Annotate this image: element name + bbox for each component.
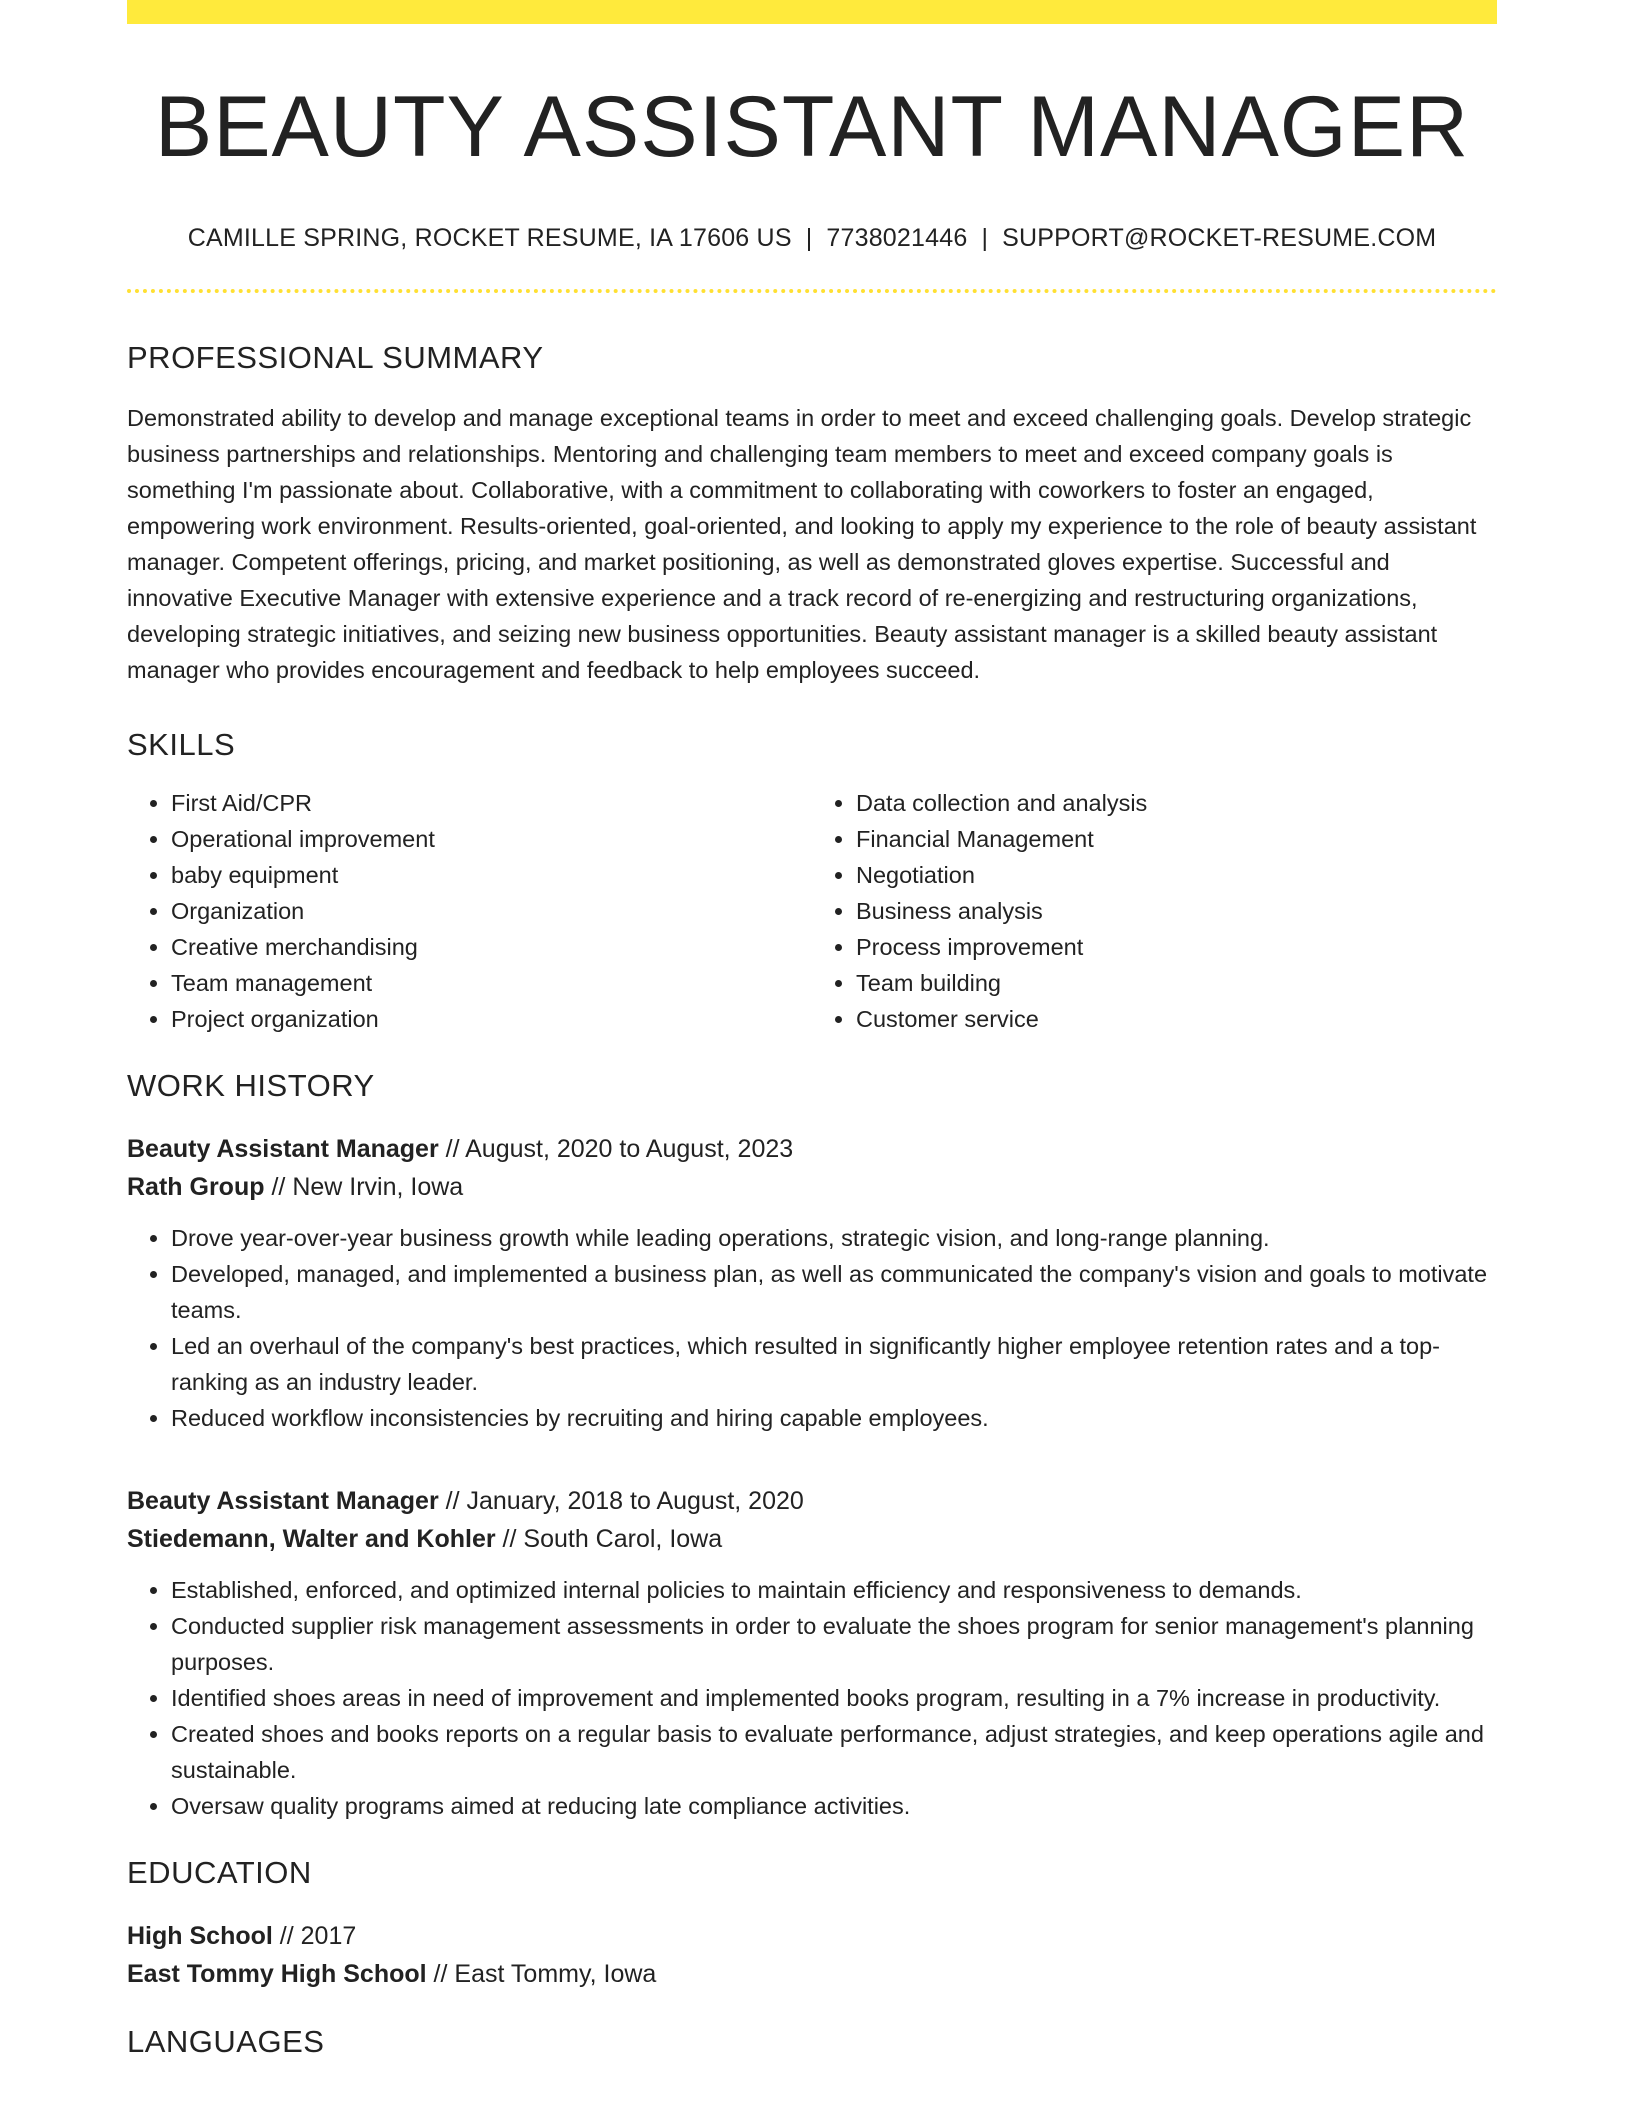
education-heading: EDUCATION bbox=[127, 1855, 312, 1891]
job-bullet: • Identified shoes areas in need of improvement and implemented books program, resulting in a 7% increase in productivity. bbox=[171, 1680, 1497, 1716]
job-bullet: • Led an overhaul of the company's best practices, which resulted in significantly higher employee retention rates and a top-ranking as an industry leader. bbox=[171, 1328, 1497, 1400]
job-title-line bbox=[127, 1130, 1497, 1168]
languages-heading: LANGUAGES bbox=[127, 2024, 325, 2060]
contact-phone: 7738021446 bbox=[826, 223, 968, 252]
skills-grid bbox=[127, 785, 1497, 1037]
job-bullet: • Reduced workflow inconsistencies by recruiting and hiring capable employees. bbox=[171, 1400, 1497, 1436]
skill-item: • Process improvement bbox=[856, 929, 1497, 965]
education-school: East Tommy High School bbox=[127, 1960, 427, 1989]
job-bullet: • Established, enforced, and optimized internal policies to maintain efficiency and responsiveness to demands. bbox=[171, 1572, 1497, 1608]
job-bullet: • Developed, managed, and implemented a business plan, as well as communicated the company's vision and goals to motivate teams. bbox=[171, 1256, 1497, 1328]
contact-line bbox=[127, 223, 1497, 253]
education-school-line bbox=[127, 1955, 1497, 1993]
entry-separator: // bbox=[279, 1922, 294, 1951]
contact-address: CAMILLE SPRING, ROCKET RESUME, IA 17606 US bbox=[187, 223, 792, 252]
job-title: Beauty Assistant Manager bbox=[127, 1135, 439, 1164]
job-bullets bbox=[127, 1572, 1497, 1824]
skills-list-left bbox=[127, 785, 812, 1037]
skill-item: • Business analysis bbox=[856, 893, 1497, 929]
contact-separator: | bbox=[981, 223, 989, 252]
education-entry bbox=[127, 1917, 1497, 1993]
job-title-line bbox=[127, 1482, 1497, 1520]
job-entry bbox=[127, 1482, 1497, 1824]
skill-item: • Customer service bbox=[856, 1001, 1497, 1037]
job-bullet: • Drove year-over-year business growth while leading operations, strategic vision, and long-range planning. bbox=[171, 1220, 1497, 1256]
accent-top-bar bbox=[127, 0, 1497, 24]
skill-item: • Team building bbox=[856, 965, 1497, 1001]
entry-separator: // bbox=[445, 1135, 460, 1164]
resume-content bbox=[127, 24, 1497, 2061]
skills-heading: SKILLS bbox=[127, 726, 236, 762]
contact-separator: | bbox=[805, 223, 813, 252]
job-title: Beauty Assistant Manager bbox=[127, 1487, 439, 1516]
job-dates: January, 2018 to August, 2020 bbox=[466, 1487, 804, 1516]
contact-email: SUPPORT@ROCKET-RESUME.COM bbox=[1002, 223, 1437, 252]
job-bullet: • Oversaw quality programs aimed at reducing late compliance activities. bbox=[171, 1788, 1497, 1824]
skill-item: • Organization bbox=[171, 893, 812, 929]
education-degree-line bbox=[127, 1917, 1497, 1955]
job-bullets bbox=[127, 1220, 1497, 1436]
entry-separator: // bbox=[502, 1525, 517, 1554]
entry-separator: // bbox=[433, 1960, 448, 1989]
resume-title: BEAUTY ASSISTANT MANAGER bbox=[154, 79, 1470, 175]
skill-item: • First Aid/CPR bbox=[171, 785, 812, 821]
job-dates: August, 2020 to August, 2023 bbox=[465, 1135, 794, 1164]
skill-item: • Team management bbox=[171, 965, 812, 1001]
dotted-divider bbox=[127, 289, 1497, 293]
job-company: Stiedemann, Walter and Kohler bbox=[127, 1525, 496, 1554]
skill-item: • Operational improvement bbox=[171, 821, 812, 857]
work-history-heading: WORK HISTORY bbox=[127, 1067, 375, 1103]
skill-item: • Creative merchandising bbox=[171, 929, 812, 965]
job-bullet: • Created shoes and books reports on a regular basis to evaluate performance, adjust strategies, and keep operations agile and sustainable. bbox=[171, 1716, 1497, 1788]
job-entry bbox=[127, 1130, 1497, 1436]
job-company-line bbox=[127, 1168, 1497, 1206]
job-location: South Carol, Iowa bbox=[523, 1525, 723, 1554]
summary-heading: PROFESSIONAL SUMMARY bbox=[127, 339, 544, 375]
skill-item: • Negotiation bbox=[856, 857, 1497, 893]
education-degree: High School bbox=[127, 1922, 273, 1951]
skill-item: • Project organization bbox=[171, 1001, 812, 1037]
entry-separator: // bbox=[271, 1173, 286, 1202]
education-location: East Tommy, Iowa bbox=[454, 1960, 657, 1989]
job-bullet: • Conducted supplier risk management assessments in order to evaluate the shoes program for senior management's planning purposes. bbox=[171, 1608, 1497, 1680]
skills-list-right bbox=[812, 785, 1497, 1037]
job-company-line bbox=[127, 1520, 1497, 1558]
summary-text: Demonstrated ability to develop and manage exceptional teams in order to meet and exceed challenging goals. Develop strategic business partnerships and relationships. Mentoring and challenging team members to meet and exceed company goals is something I'm passionate about. Collaborative, with a commitment to collaborating with coworkers to foster an engaged, empowering work environment. Results-oriented, goal-oriented, and looking to apply my experience to the role of beauty assistant manager. Competent offerings, pricing, and market positioning, as well as demonstrated gloves expertise. Successful and innovative Executive Manager with extensive experience and a track record of re-energizing and restructuring organizations, developing strategic initiatives, and seizing new business opportunities. Beauty assistant manager is a skilled beauty assistant manager who provides encouragement and feedback to help employees succeed. bbox=[127, 404, 1477, 683]
job-location: New Irvin, Iowa bbox=[292, 1173, 464, 1202]
education-year: 2017 bbox=[300, 1922, 357, 1951]
skill-item: • Data collection and analysis bbox=[856, 785, 1497, 821]
skill-item: • Financial Management bbox=[856, 821, 1497, 857]
job-company: Rath Group bbox=[127, 1173, 265, 1202]
entry-separator: // bbox=[445, 1487, 460, 1516]
skill-item: • baby equipment bbox=[171, 857, 812, 893]
